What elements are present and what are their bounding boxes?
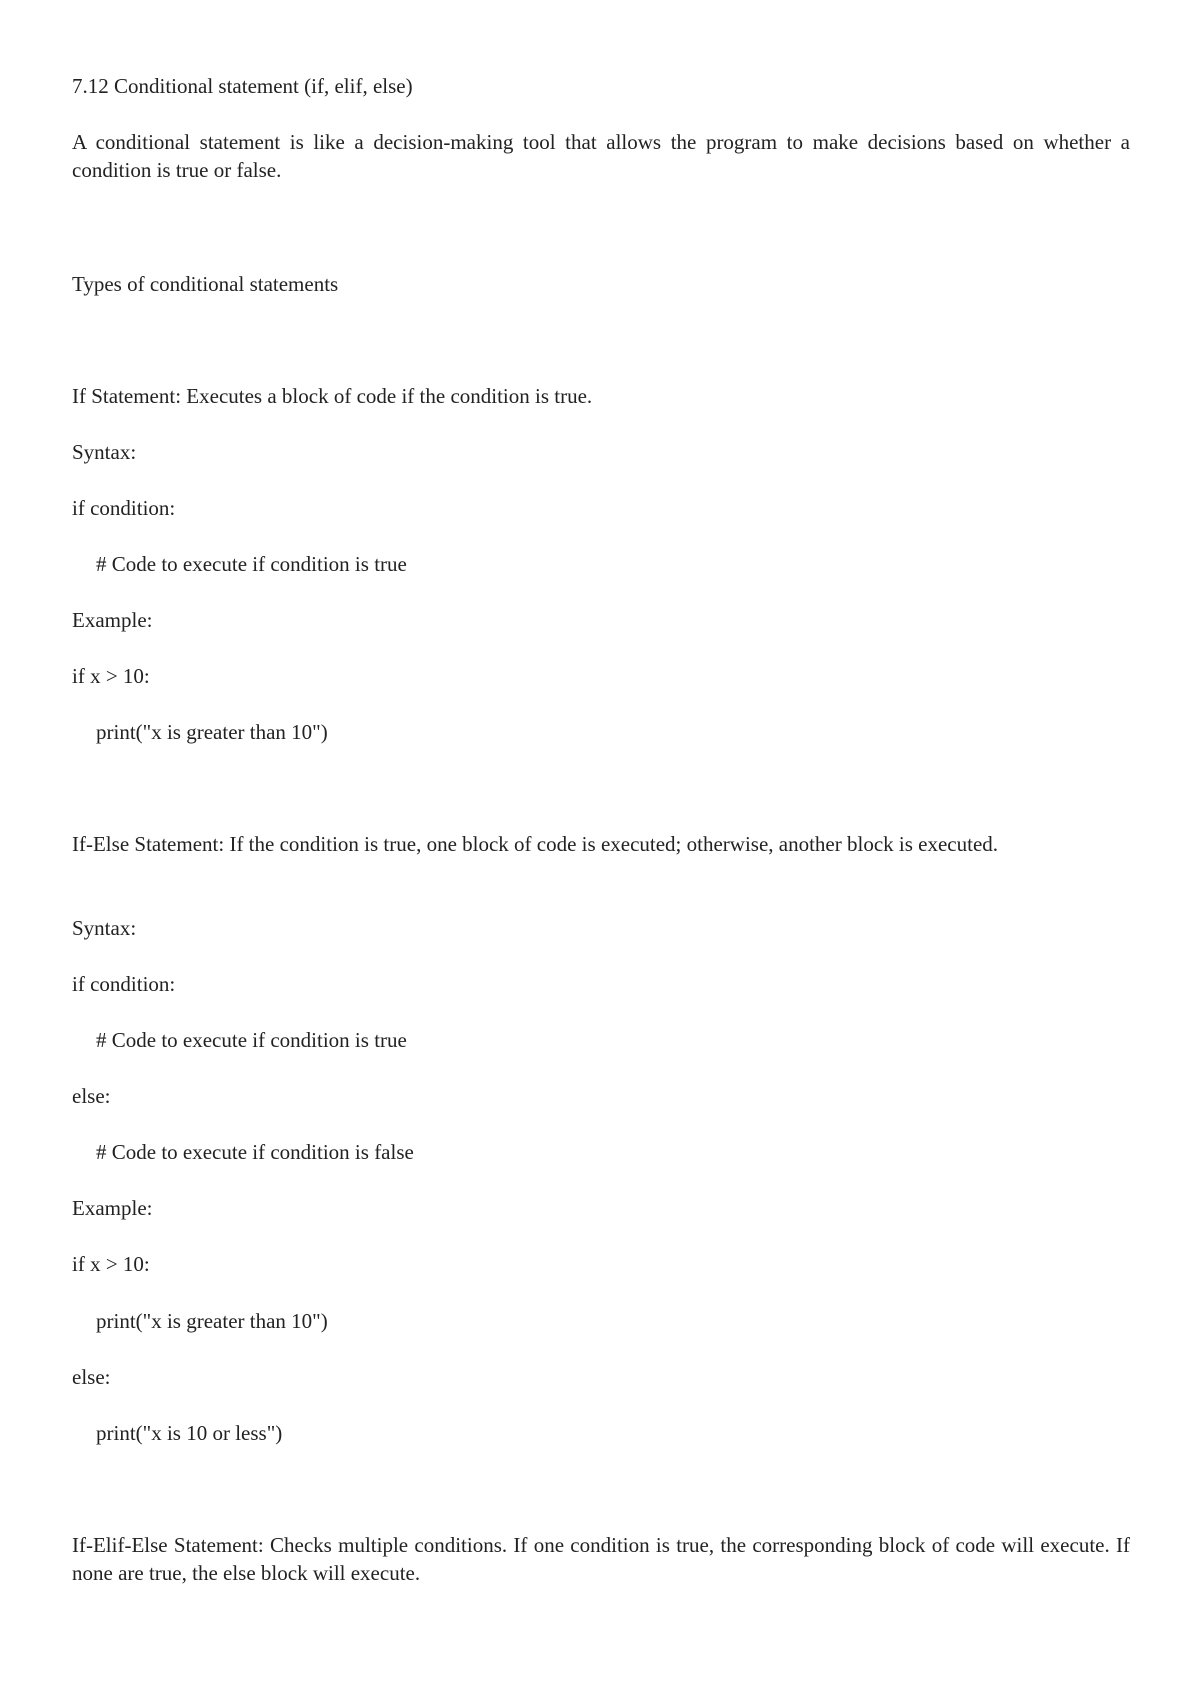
- if-else-description: If-Else Statement: If the condition is true, one block of code is executed; otherwise, another block is executed.: [72, 832, 999, 856]
- if-else-example-print-greater: print("x is greater than 10"): [96, 1309, 328, 1333]
- if-else-syntax-else: else:: [72, 1084, 111, 1108]
- if-else-example-print-less: print("x is 10 or less"): [96, 1421, 283, 1445]
- if-elif-else-description: If-Elif-Else Statement: Checks multiple conditions. If one condition is true, the corresponding block of code will execute. If none are true, the else block will execute.: [72, 1533, 1130, 1585]
- if-syntax-line: if condition:: [72, 496, 176, 520]
- if-else-example-else: else:: [72, 1365, 111, 1389]
- types-heading: Types of conditional statements: [72, 272, 339, 296]
- if-syntax-comment: # Code to execute if condition is true: [96, 552, 407, 576]
- if-example-label: Example:: [72, 608, 153, 632]
- intro-paragraph: A conditional statement is like a decision-making tool that allows the program to make decisions based on whether a condition is true or false.: [72, 130, 1130, 182]
- if-else-syntax-comment-false: # Code to execute if condition is false: [96, 1140, 414, 1164]
- if-else-example-label: Example:: [72, 1196, 153, 1220]
- if-syntax-label: Syntax:: [72, 440, 137, 464]
- if-example-line: if x > 10:: [72, 664, 150, 688]
- section-title: 7.12 Conditional statement (if, elif, else): [72, 74, 413, 98]
- if-else-example-line: if x > 10:: [72, 1252, 150, 1276]
- if-example-print: print("x is greater than 10"): [96, 720, 328, 744]
- if-else-syntax-label: Syntax:: [72, 916, 137, 940]
- if-else-syntax-line: if condition:: [72, 972, 176, 996]
- if-else-syntax-comment-true: # Code to execute if condition is true: [96, 1028, 407, 1052]
- if-statement-description: If Statement: Executes a block of code if the condition is true.: [72, 384, 593, 408]
